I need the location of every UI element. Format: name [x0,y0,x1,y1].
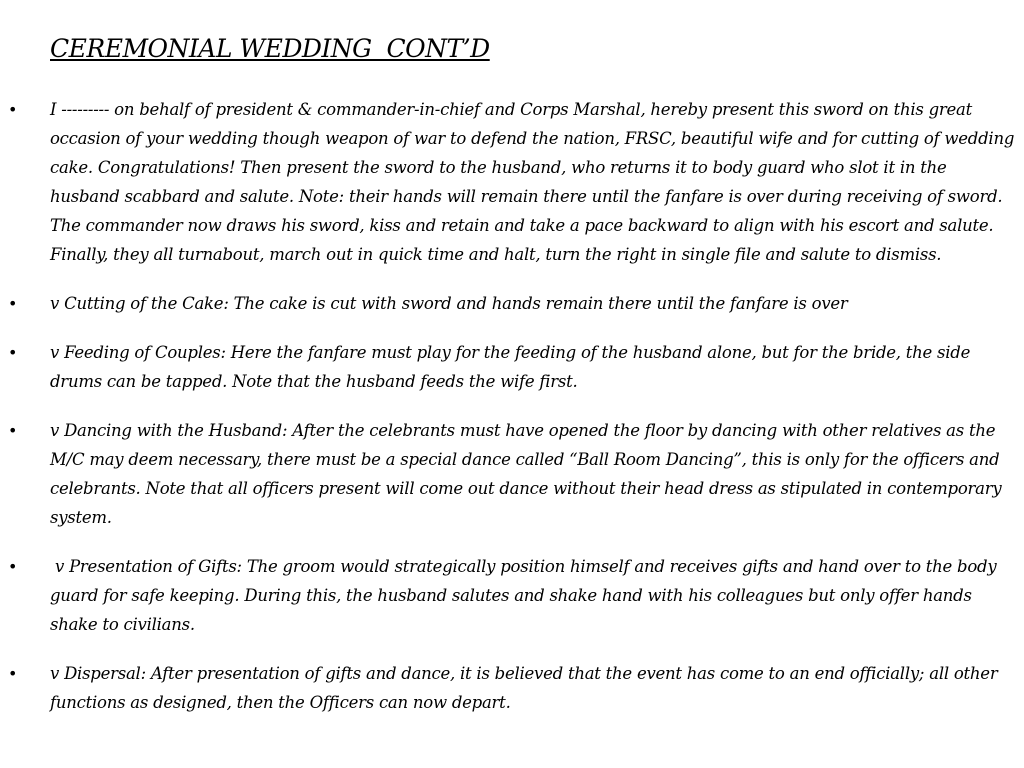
bullet-dot-icon: • [8,557,18,576]
bullet-text: I --------- on behalf of president & commander-in-chief and Corps Marshal, hereby present this sword on this great occasion of your wedding though weapon of war to defend the nation, FRSC, beautiful wife and for cutting of wedding cake. Congratulations! Then present the sword to the husband, who returns it to body guard who slot it in the husband scabbard and salute. Note: their hands will remain there until the fanfare is over during receiving of sword. The commander now draws his sword, kiss and retain and take a pace backward to align with his escort and salute. Finally, they all turnabout, march out in quick time and halt, turn the right in single file and salute to dismiss. [50,100,1020,264]
bullet-dot-icon: • [8,421,18,440]
bullet-item-presentation-gifts [0,552,1024,639]
bullet-text: v Feeding of Couples: Here the fanfare must play for the feeding of the husband alone, but for the bride, the side drums can be tapped. Note that the husband feeds the wife first. [50,343,976,391]
bullet-text: v Cutting of the Cake: The cake is cut with sword and hands remain there until the fanfare is over [50,294,848,313]
bullet-dot-icon: • [8,343,18,362]
bullet-list [0,95,1024,717]
slide-title: CEREMONIAL WEDDING CONT’D [50,34,490,63]
bullet-item-dancing [0,416,1024,532]
bullet-item-sword-presentation [0,95,1024,269]
bullet-dot-icon: • [8,294,18,313]
bullet-item-cutting-cake [0,289,1024,318]
bullet-item-dispersal [0,659,1024,717]
bullet-dot-icon: • [8,664,18,683]
bullet-text: v Dancing with the Husband: After the celebrants must have opened the floor by dancing with other relatives as the M/C may deem necessary, there must be a special dance called “Ball Room Dancing”, this is only for the officers and celebrants. Note that all officers present will come out dance without their head dress as stipulated in contemporary system. [50,421,1007,527]
bullet-text: v Presentation of Gifts: The groom would strategically position himself and receives gifts and hand over to the body guard for safe keeping. During this, the husband salutes and shake hand with his colleagues but only offer hands shake to civilians. [50,557,1002,634]
bullet-item-feeding-couples [0,338,1024,396]
bullet-text: v Dispersal: After presentation of gifts and dance, it is believed that the event has come to an end officially; all other functions as designed, then the Officers can now depart. [50,664,1003,712]
bullet-dot-icon: • [8,100,18,119]
